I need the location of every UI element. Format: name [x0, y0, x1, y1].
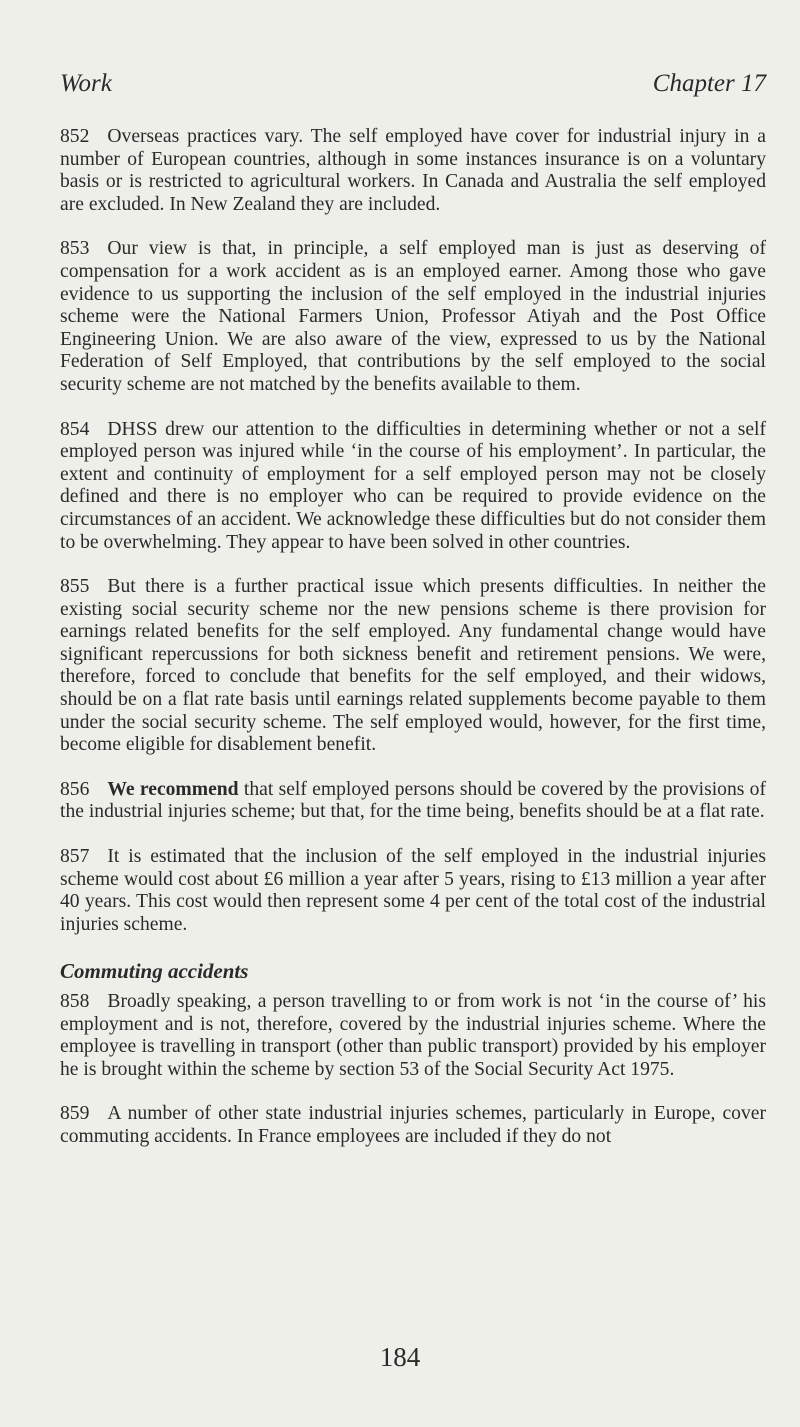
paragraph-text: DHSS drew our attention to the difficulties in determining whether or not a self employed person was injured while ‘in the course of his employment’. In particular, the extent and continuity of employment for a self employed person may not be closely defined and there is no employer who can be required to provide evidence on the circumstances of an accident. We acknowledge these difficulties but do not consider them to be overwhelming. They appear to have been solved in other countries.: [60, 418, 766, 553]
paragraph-number: 857: [60, 846, 90, 868]
paragraph-text: that self employed persons should be covered by the provisions of the industrial injuries scheme; but that, for the time being, benefits should be at a flat rate.: [60, 778, 766, 823]
recommendation-emphasis: We recommend: [107, 778, 239, 800]
paragraph-852: [60, 126, 766, 216]
paragraph-number: 855: [60, 576, 90, 598]
paragraph-number: 852: [60, 126, 90, 147]
paragraph-855: [60, 576, 766, 757]
running-header: [60, 70, 766, 102]
header-section-title: Work: [60, 70, 112, 97]
paragraph-856: [60, 779, 766, 824]
paragraph-number: 858: [60, 991, 90, 1012]
page-number: 184: [379, 1342, 421, 1372]
paragraph-text: But there is a further practical issue which presents difficulties. In neither the existing social security scheme nor the new pensions scheme is there provision for earnings related benefits for the self employed. Any fundamental change would have significant repercussions for both sickness benefit and retirement pensions. We were, therefore, forced to conclude that benefits for the self employed, and their widows, should be on a flat rate basis until earnings related supplements become payable to them under the social security scheme. The self employed would, however, for the first time, become eligible for disablement benefit.: [60, 576, 766, 756]
paragraph-number: 859: [60, 1103, 90, 1125]
paragraph-text: Our view is that, in principle, a self employed man is just as deserving of compensation for a work accident as is an employed earner. Among those who gave evidence to us supporting the inclusion of the self employed in the industrial injuries scheme were the National Farmers Union, Professor Atiyah and the Post Office Engineering Union. We are also aware of the view, expressed to us by the National Federation of Self Employed, that contributions by the self employed to the social security scheme are not matched by the benefits available to them.: [60, 238, 766, 395]
paragraph-853: [60, 238, 766, 396]
paragraph-number: 856: [60, 778, 90, 800]
paragraph-858: [60, 991, 766, 1081]
paragraph-text: It is estimated that the inclusion of the self employed in the industrial injuries scheme would cost about £6 million a year after 5 years, rising to £13 million a year after 40 years. This cost would then represent some 4 per cent of the total cost of the industrial injuries scheme.: [60, 846, 766, 935]
paragraph-854: [60, 419, 766, 555]
paragraph-857: [60, 846, 766, 936]
body-text: [60, 126, 766, 1171]
paragraph-859: [60, 1103, 766, 1148]
section-heading: Commuting accidents: [60, 959, 249, 984]
paragraph-number: 854: [60, 418, 90, 440]
paragraph-text: A number of other state industrial injuries schemes, particularly in Europe, cover commuting accidents. In France employees are included if they do not: [60, 1103, 766, 1147]
paragraph-text: Broadly speaking, a person travelling to or from work is not ‘in the course of’ his employment and is not, therefore, covered by the industrial injuries scheme. Where the employee is travelling in transport (other than public transport) provided by his employer he is brought within the scheme by section 53 of the Social Security Act 1975.: [60, 991, 766, 1080]
header-chapter-label: Chapter 17: [652, 70, 766, 97]
paragraph-number: 853: [60, 238, 90, 260]
paragraph-text: Overseas practices vary. The self employed have cover for industrial injury in a number of European countries, although in some instances insurance is on a voluntary basis or is restricted to agricultural workers. In Canada and Australia the self employed are excluded. In New Zealand they are included.: [60, 126, 766, 215]
